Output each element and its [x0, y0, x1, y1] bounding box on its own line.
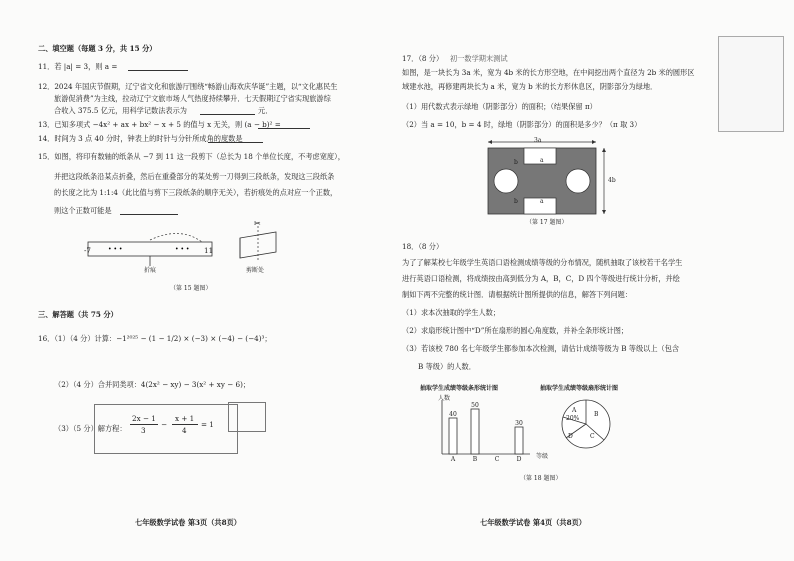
fig18-caption: （第 18 题图） [520, 475, 562, 482]
bar-A [449, 418, 457, 454]
pie-chart [560, 398, 616, 454]
fig15-right-number: 11 [204, 246, 214, 255]
bar-value-label-D: 30 [515, 420, 523, 427]
bar-B [471, 409, 479, 454]
bar-D [515, 427, 523, 454]
q16-eq-left-num: 2x − 1 [132, 414, 156, 423]
q18-line1: 为了了解某校七年级学生英语口语检测成绩等级的分布情况，随机抽取了该校若干名学生 [402, 258, 683, 267]
bar-category-label-C: C [494, 456, 500, 463]
pie-label-c: C [590, 433, 595, 440]
q17-stamp: 初一数学期末测试 [450, 54, 508, 63]
q18-line2: 进行英语口语检测，将成绩按由高到低分为 A，B，C，D 四个等级进行统计分析，并绘 [402, 274, 680, 283]
fig15-diagram [80, 218, 280, 288]
q11-answer-line [128, 70, 188, 71]
pie-label-a: A [572, 407, 577, 414]
q12-line3: 合收入 375.5 亿元，用科学记数法表示为 [54, 106, 187, 115]
q18-part1: （1）求本次抽取的学生人数； [402, 308, 501, 317]
q16-eq-right-den: 4 [182, 426, 187, 435]
fig17-caption: （第 17 题图） [526, 219, 568, 226]
fig15-left-number: -7 [84, 246, 92, 255]
pie-chart-title: 抽取学生成绩等级扇形统计图 [540, 385, 619, 392]
section3-heading: 三、解答题（共 75 分） [38, 310, 118, 319]
q16-eq-left-den: 3 [141, 426, 146, 435]
q11-text: 11．若 |a| = 3，则 a = [38, 62, 118, 71]
bar-chart-xlabel: 等级 [536, 453, 549, 460]
bar-value-label-B: 50 [471, 402, 479, 409]
q17-heading: 17．（8 分） [402, 54, 444, 63]
scan-overlay-box-right [228, 402, 266, 432]
pie-label-b: B [594, 411, 599, 418]
bar-value-label-A: 40 [449, 411, 457, 418]
fig17-b-bottom: b [514, 198, 518, 205]
svg-text:• • •: • • • [108, 246, 123, 253]
q18-heading: 18．（8 分） [402, 242, 444, 251]
svg-text:• • •: • • • [175, 246, 190, 253]
q15-answer-line [120, 214, 178, 215]
q15-line3: 的长度之比为 1:1:4（此比值与剪下三段纸条的顺序无关），若折痕处的点对应一个正数， [54, 188, 338, 197]
svg-text:✂: ✂ [254, 219, 261, 228]
q17-line2: 域建水池，再修建两块长为 a 米，宽为 b 米的长方形休息区，阴影部分为绿地． [402, 82, 658, 91]
fig15-caption: （第 15 题图） [170, 285, 212, 292]
fig17-diagram [484, 136, 614, 226]
q16-part3: （3）（5 分）解方程： [54, 424, 127, 433]
right-page-footer: 七年级数学试卷 第4页（共8页） [480, 518, 586, 527]
q12-unit: 元． [258, 106, 273, 115]
q12-line1: 12．2024 年国庆节假期，辽宁省文化和旅游厅围绕“畅游山海欢庆华诞”主题，以“文化惠民生 [38, 82, 338, 91]
bar-category-label-B: B [472, 456, 478, 463]
q16-eq-minus: − [161, 420, 168, 429]
section2-heading: 二、填空题（每题 3 分，共 15 分） [38, 44, 157, 53]
fig17-a-top: a [540, 157, 544, 164]
q15-line1: 15．如图，将印有数轴的纸条从 −7 到 11 这一段剪下（总长为 18 个单位长度，不考虑宽度）， [38, 152, 345, 161]
q16-part2: （2）（4 分）合并同类项：4(2x² − xy) − 3(x² + xy − 6)； [54, 380, 251, 389]
q17-part1: （1）用代数式表示绿地（阴影部分）的面积；（结果保留 π） [402, 102, 597, 111]
q16-part1: 16．（1）（4 分）计算：−1²⁰²⁵ − (1 − 1/2) × (−3) × (−4) − (−4)³； [38, 334, 272, 343]
q18-line3: 制如下两不完整的统计图．请根据统计图所提供的信息，解答下列问题： [402, 290, 633, 299]
bar-chart-title: 抽取学生成绩等级条形统计图 [420, 385, 499, 392]
q17-line1: 如图，是一块长为 3a 米，宽为 4b 米的长方形空地，在中间挖出两个直径为 2b 米的圆形区 [402, 68, 695, 77]
q16-eq-equals: = 1 [201, 420, 214, 429]
left-page-footer: 七年级数学试卷 第3页（共8页） [135, 518, 241, 527]
q13-text: 13．已知多项式 −4x² + ax + bx² − x + 5 的值与 x 无关，则 (a − b)² = [38, 120, 281, 129]
fig17-top-label: 3a [534, 137, 542, 144]
q14-answer-line [208, 142, 263, 143]
q16-eq-right-num: x + 1 [175, 414, 195, 423]
q14-text: 14．时间为 3 点 40 分时，钟表上的时针与分针所成角的度数是 [38, 134, 243, 143]
binding-margin-box [718, 36, 784, 132]
q18-part3: （3）若该校 780 名七年级学生都参加本次检测，请估计成绩等级为 B 等级以上（包含 [402, 344, 680, 353]
bar-chart-ylabel: 人数 [438, 395, 451, 402]
q13-answer-line [258, 128, 310, 129]
pie-label-d: D [568, 433, 573, 440]
fig15-fold-label: 折痕 [144, 267, 157, 274]
q15-line4: 则这个正数可能是 [54, 206, 112, 215]
q15-line2: 并把这段纸条沿某点折叠，然后在重叠部分的某处剪一刀得到三段纸条，发现这三段纸条 [54, 172, 335, 181]
q12-answer-line [200, 114, 255, 115]
bar-category-label-D: D [516, 456, 522, 463]
fig17-b-top: b [514, 159, 518, 166]
pie-label-a-pct: 20% [566, 415, 580, 422]
q18-part3-cont: B 等级）的人数． [418, 362, 476, 371]
bar-category-label-A: A [450, 456, 456, 463]
q12-line2: 旅游促消费”为主线，拉动辽宁文旅市场人气热度持续攀升．七天假期辽宁省实现旅游综 [54, 94, 331, 103]
fig17-side-label: 4b [608, 177, 616, 184]
q17-part2: （2）当 a = 10，b = 4 时，绿地（阴影部分）的面积是多少？（π 取 3） [402, 120, 642, 129]
q18-part2: （2）求扇形统计图中“D”所在扇形的圆心角度数，并补全条形统计图； [402, 326, 629, 335]
fig17-a-bottom: a [540, 198, 544, 205]
scan-overlay-box [94, 404, 238, 454]
fig15-cut-label: 剪断处 [246, 267, 265, 274]
